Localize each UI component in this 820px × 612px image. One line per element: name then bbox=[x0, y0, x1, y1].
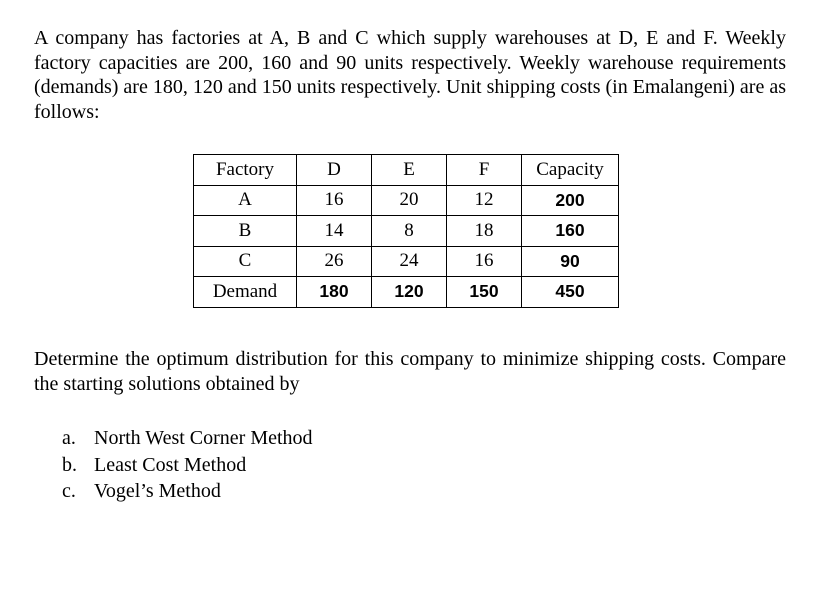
cost-cell: 18 bbox=[447, 216, 522, 247]
header-d: D bbox=[297, 155, 372, 186]
header-f: F bbox=[447, 155, 522, 186]
total-cell: 450 bbox=[522, 277, 619, 308]
cost-cell: 14 bbox=[297, 216, 372, 247]
header-e: E bbox=[372, 155, 447, 186]
cost-table-container bbox=[193, 154, 619, 308]
demand-label: Demand bbox=[194, 277, 297, 308]
factory-label: A bbox=[194, 185, 297, 216]
cost-cell: 16 bbox=[297, 185, 372, 216]
cost-cell: 20 bbox=[372, 185, 447, 216]
table-row bbox=[194, 246, 619, 277]
cost-cell: 8 bbox=[372, 216, 447, 247]
cost-cell: 16 bbox=[447, 246, 522, 277]
list-item bbox=[62, 425, 313, 452]
factory-label: C bbox=[194, 246, 297, 277]
method-label: Vogel’s Method bbox=[94, 480, 221, 502]
table-row bbox=[194, 216, 619, 247]
list-item bbox=[62, 478, 313, 505]
method-label: Least Cost Method bbox=[94, 453, 247, 476]
factory-label: B bbox=[194, 216, 297, 247]
list-marker: c. bbox=[62, 480, 76, 502]
cost-cell: 12 bbox=[447, 185, 522, 216]
list-marker: a. bbox=[62, 427, 76, 449]
list-marker: b. bbox=[62, 453, 77, 476]
demand-cell: 150 bbox=[447, 277, 522, 308]
header-factory: Factory bbox=[194, 155, 297, 186]
task-statement: Determine the optimum distribution for this company to minimize shipping costs. Compare the starting solutions obtained by bbox=[34, 348, 786, 395]
capacity-cell: 200 bbox=[522, 185, 619, 216]
problem-statement: A company has factories at A, B and C which supply warehouses at D, E and F. Weekly factory capacities are 200, 160 and 90 units respectively. Weekly warehouse requirements (demands) are 180, 120 and 150 units respectively. Unit shipping costs (in Emalangeni) are as follows: bbox=[34, 27, 786, 123]
capacity-cell: 160 bbox=[522, 216, 619, 247]
table-row bbox=[194, 185, 619, 216]
demand-row bbox=[194, 277, 619, 308]
demand-cell: 120 bbox=[372, 277, 447, 308]
cost-table bbox=[193, 154, 619, 308]
list-item bbox=[62, 452, 313, 479]
demand-cell: 180 bbox=[297, 277, 372, 308]
method-list bbox=[62, 425, 313, 505]
cost-cell: 24 bbox=[372, 246, 447, 277]
cost-cell: 26 bbox=[297, 246, 372, 277]
header-capacity: Capacity bbox=[522, 155, 619, 186]
table-header-row bbox=[194, 155, 619, 186]
capacity-cell: 90 bbox=[522, 246, 619, 277]
method-label: North West Corner Method bbox=[94, 427, 313, 449]
